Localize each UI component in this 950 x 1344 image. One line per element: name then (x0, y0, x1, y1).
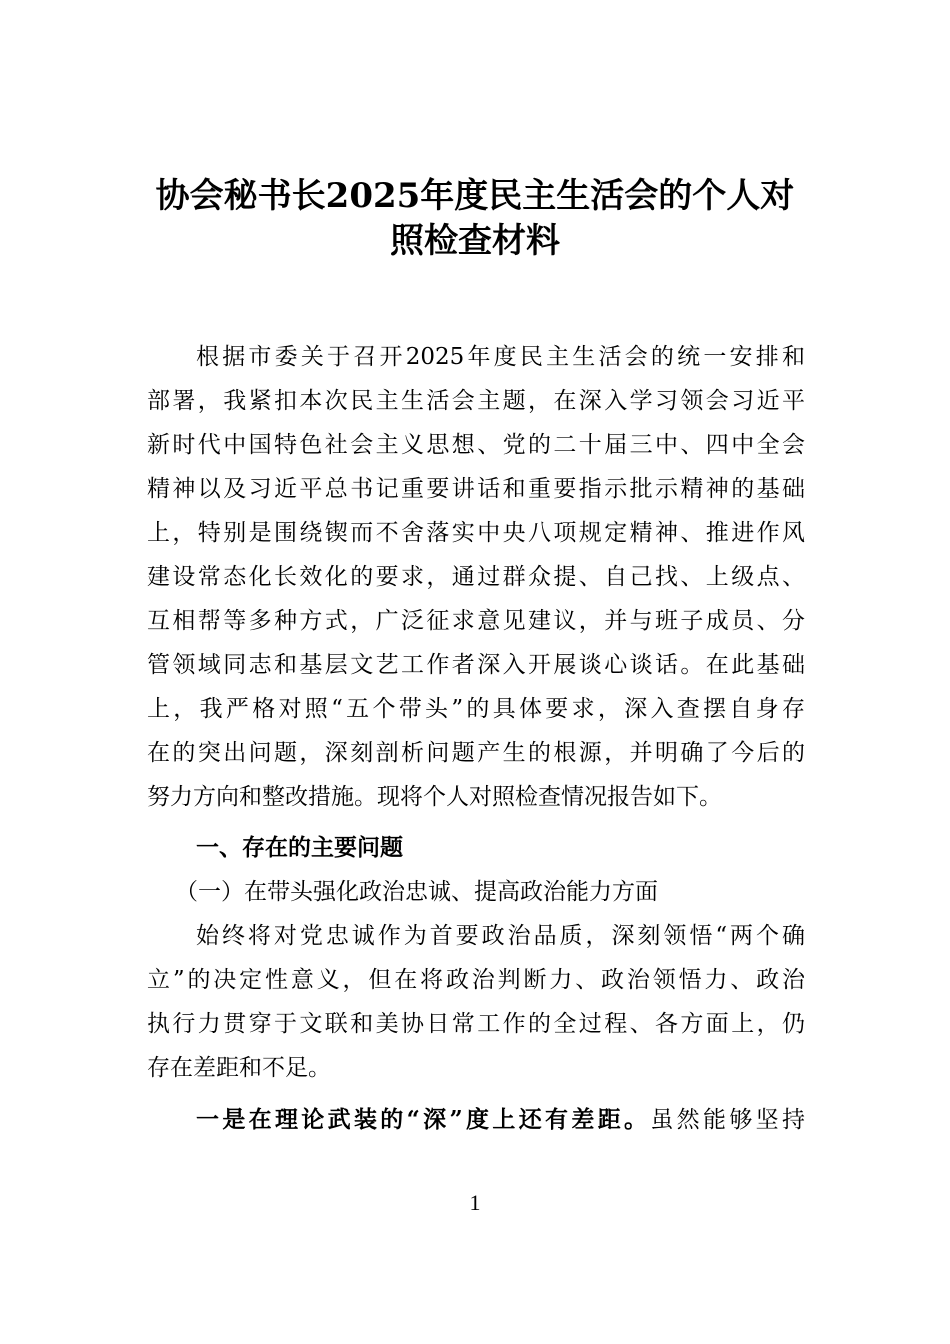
text-line: 建设常态化长效化的要求，通过群众提、自己找、上级点、 (147, 564, 805, 590)
text-line: 部署，我紧扣本次民主生活会主题，在深入学习领会习近平 (147, 388, 805, 414)
text-line: 始终将对党忠诚作为首要政治品质，深刻领悟“两个确 (196, 923, 805, 949)
text-line: 上，特别是围绕锲而不舍落实中央八项规定精神、推进作风 (147, 520, 805, 546)
text-line: 上，我严格对照“五个带头”的具体要求，深入查摆自身存 (147, 696, 805, 722)
document-title-line-1: 协会秘书长2025年度民主生活会的个人对 (155, 176, 795, 216)
intro-paragraph (147, 335, 805, 819)
document-title-line-2: 照检查材料 (390, 221, 560, 261)
text-line: 立”的决定性意义，但在将政治判断力、政治领悟力、政治 (147, 967, 805, 993)
text-line: 根据市委关于召开2025年度民主生活会的统一安排和 (196, 344, 805, 370)
text-line: 新时代中国特色社会主义思想、党的二十届三中、四中全会 (147, 432, 805, 458)
section-heading: 一、存在的主要问题 (196, 834, 403, 861)
paragraph-theory-depth (147, 1098, 805, 1142)
text-span: 虽然能够坚持 (650, 1107, 805, 1133)
document-body (147, 335, 805, 1142)
bold-lead-sentence: 一是在理论武装的“深”度上还有差距。 (196, 1106, 651, 1133)
text-line: 精神以及习近平总书记重要讲话和重要指示批示精神的基础 (147, 476, 805, 502)
text-line: 在的突出问题，深刻剖析问题产生的根源，并明确了今后的 (147, 740, 805, 766)
subsection-heading: （一）在带头强化政治忠诚、提高政治能力方面 (175, 879, 658, 905)
text-line: 存在差距和不足。 (147, 1055, 331, 1081)
text-line: 执行力贯穿于文联和美协日常工作的全过程、各方面上，仍 (147, 1011, 805, 1037)
text-line: 努力方向和整改措施。现将个人对照检查情况报告如下。 (147, 784, 722, 810)
text-line: 管领域同志和基层文艺工作者深入开展谈心谈话。在此基础 (147, 652, 805, 678)
text-line: 互相帮等多种方式，广泛征求意见建议，并与班子成员、分 (147, 608, 805, 634)
page-number: 1 (469, 1190, 481, 1215)
paragraph-political-loyalty (147, 914, 805, 1090)
